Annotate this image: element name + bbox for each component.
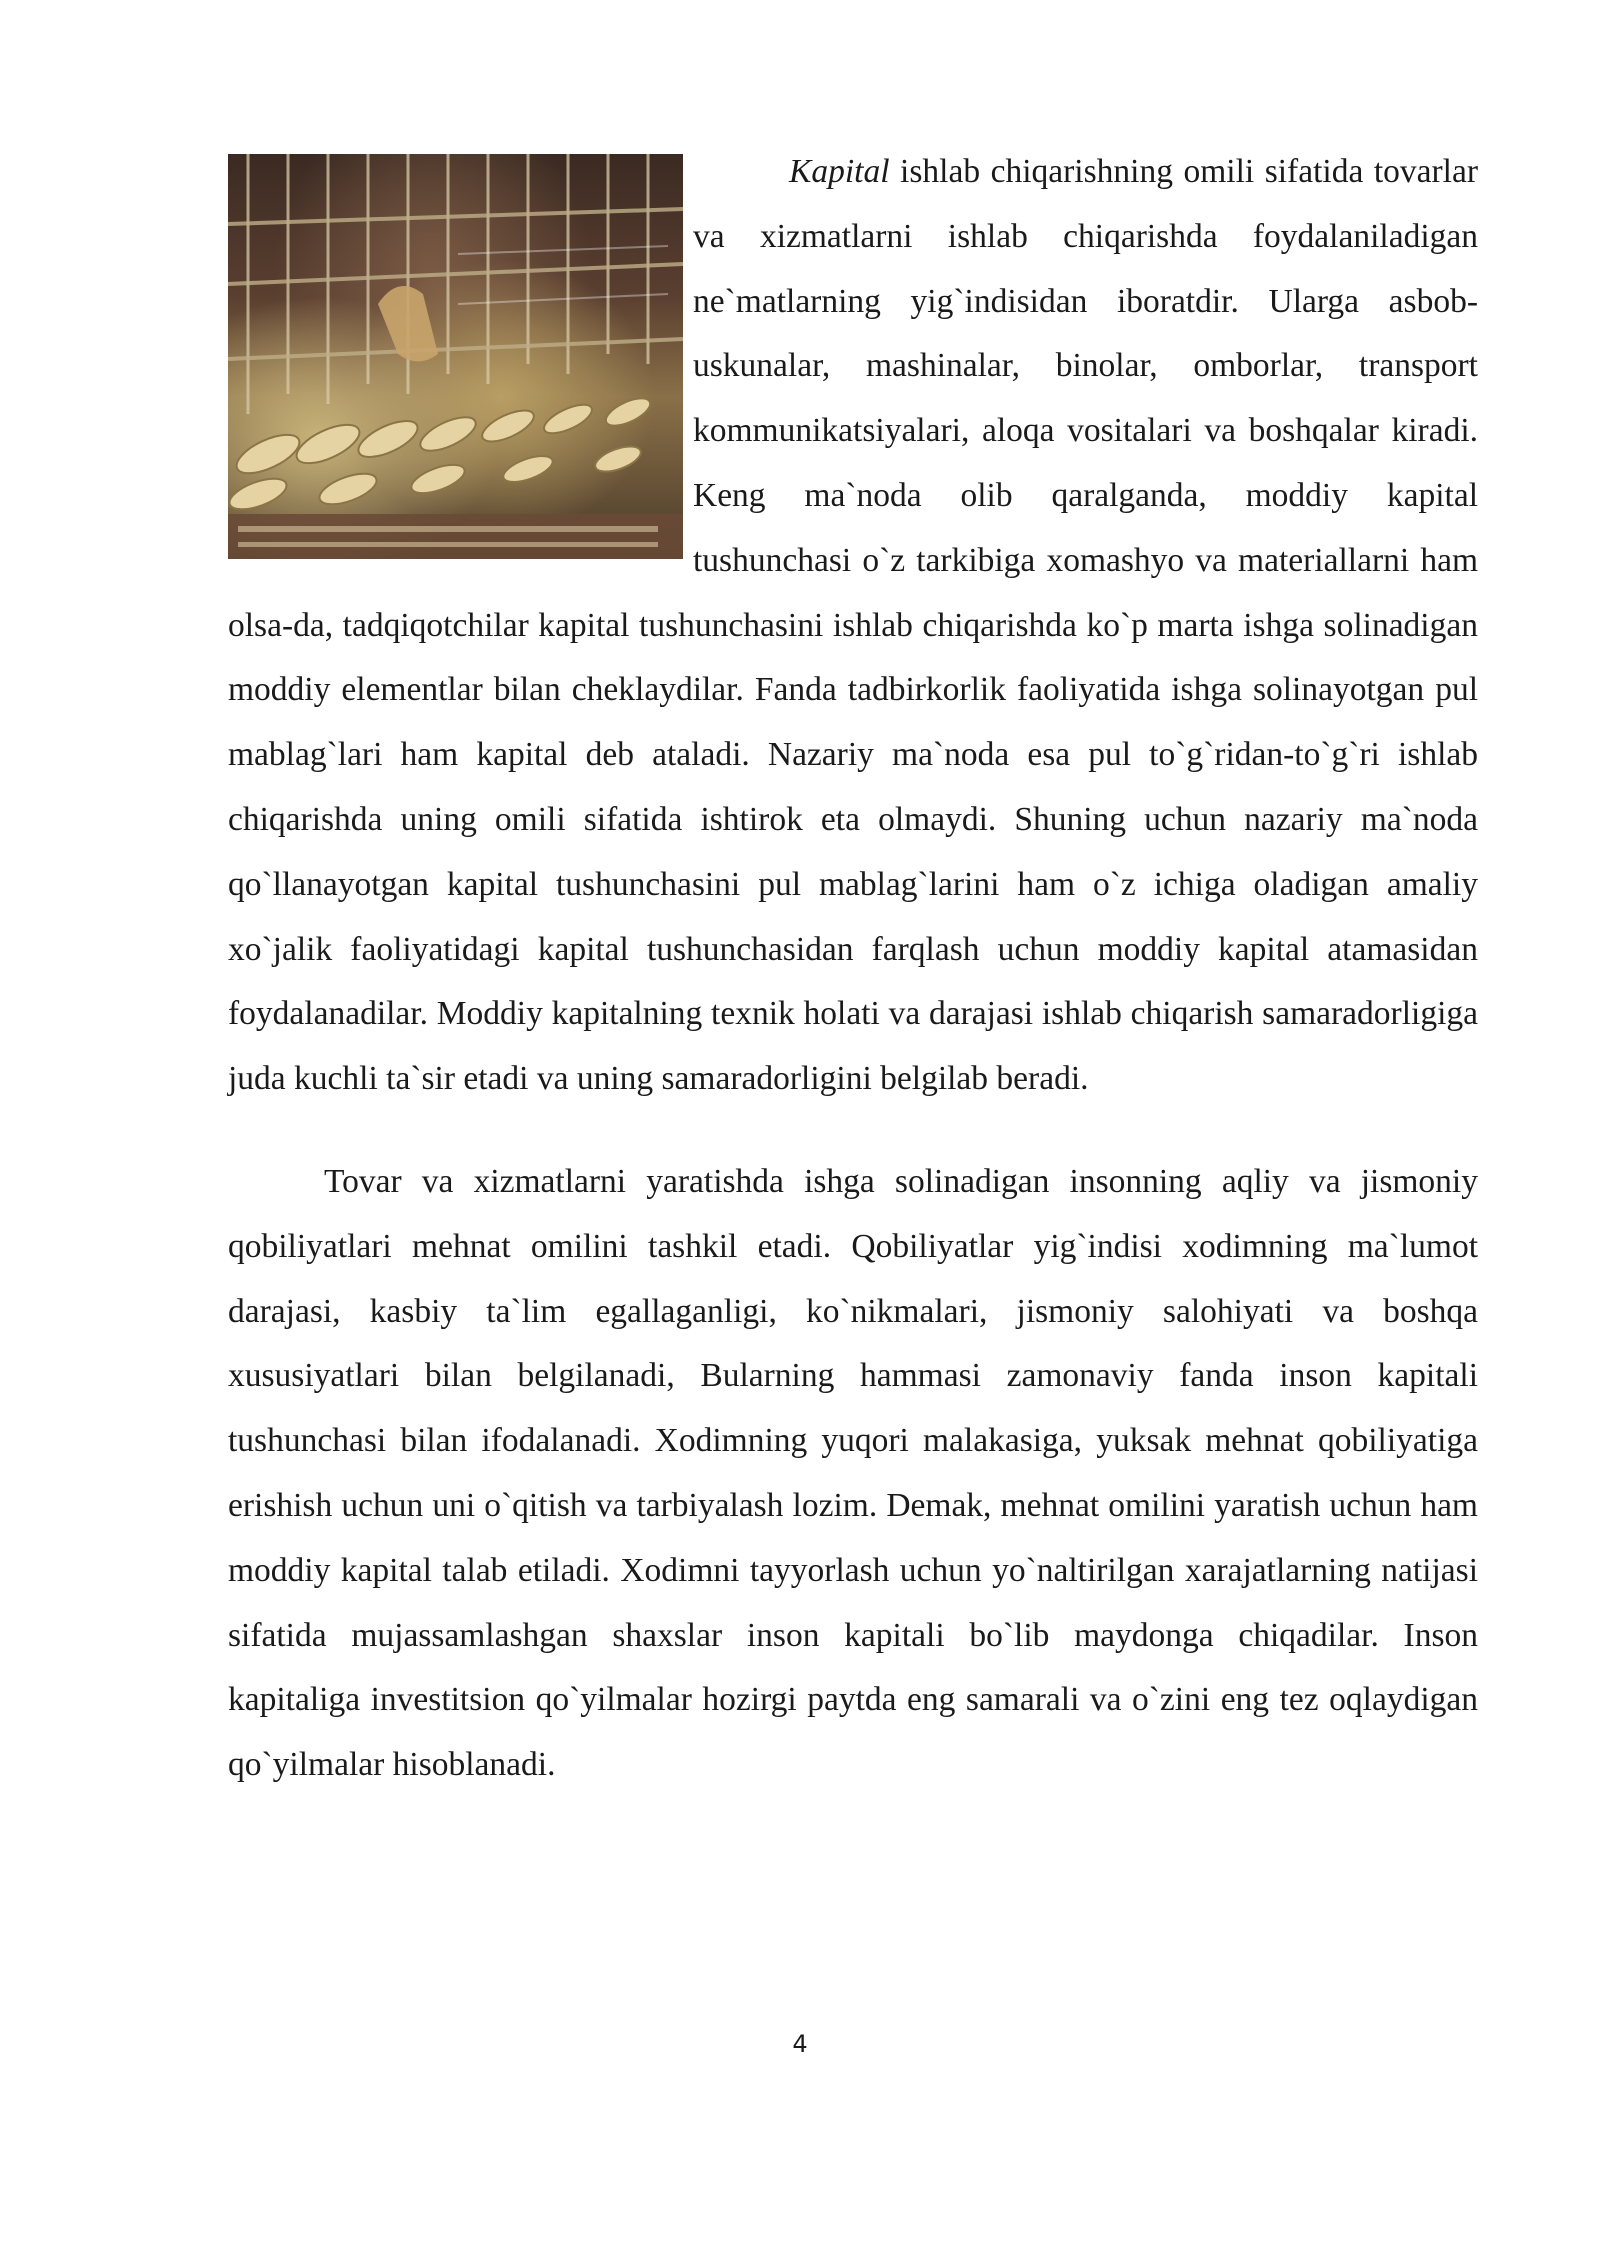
paragraph-capital-text: ishlab chiqarishning omili sifatida tovarlar va xizmatlarni ishlab chiqarishda foydalaniladigan ne`matlarning yig`indisidan iboratdir. Ularga asbob-uskunalar, mashinalar, binolar, omborlar, transport kommunikatsiyalari, aloqa vositalari va boshqalar kiradi. Keng ma`noda olib qaralganda, moddiy kapital tushunchasi o`z tarkibiga xomashyo va materiallarni ham olsa-da, tadqiqotchilar kapital tushunchasini ishlab chiqarishda ko`p marta ishga solinadigan moddiy elementlar bilan cheklaydilar. Fanda tadbirkorlik faoliyatida ishga solinayotgan pul mablag`lari ham kapital deb ataladi. Nazariy ma`noda esa pul to`g`ridan-to`g`ri ishlab chiqarishda uning omili sifatida ishtirok eta olmaydi. Shuning uchun nazariy ma`noda qo`llanayotgan kapital tushunchasini pul mablag`larini ham o`z ichiga oladigan amaliy xo`jalik faoliyatidagi kapital tushunchasidan farqlash uchun moddiy kapital atamasidan foydalanadilar. Moddiy kapitalning texnik holati va darajasi ishlab chiqarish samaradorligiga juda kuchli ta`sir etadi va uning samaradorligini belgilab beradi.	[228, 153, 1478, 1098]
term-capital: Kapital	[789, 153, 890, 190]
textile-machine-photo	[228, 154, 683, 559]
paragraph-capital	[228, 140, 1478, 1112]
paragraph-labor: Tovar va xizmatlarni yaratishda ishga solinadigan insonning aqliy va jismoniy qobiliyatlari mehnat omilini tashkil etadi. Qobiliyatlar yig`indisi xodimning ma`lumot darajasi, kasbiy ta`lim egallaganligi, ko`nikmalari, jismoniy salohiyati va boshqa xususiyatlari bilan belgilanadi, Bularning hammasi zamonaviy fanda inson kapitali tushunchasi bilan ifodalanadi. Xodimning yuqori malakasiga, yuksak mehnat qobiliyatiga erishish uchun uni o`qitish va tarbiyalash lozim. Demak, mehnat omilini yaratish uchun ham moddiy kapital talab etiladi. Xodimni tayyorlash uchun yo`naltirilgan xarajatlarning natijasi sifatida mujassamlashgan shaxslar inson kapitali bo`lib maydonga chiqadilar. Inson kapitaliga investitsion qo`yilmalar hozirgi paytda eng samarali va o`zini eng tez oqlaydigan qo`yilmalar hisoblanadi.	[228, 1162, 1478, 1784]
spinning-machine-illustration	[228, 154, 683, 559]
page-number: 4	[792, 2030, 808, 2058]
document-body	[228, 140, 1478, 1798]
